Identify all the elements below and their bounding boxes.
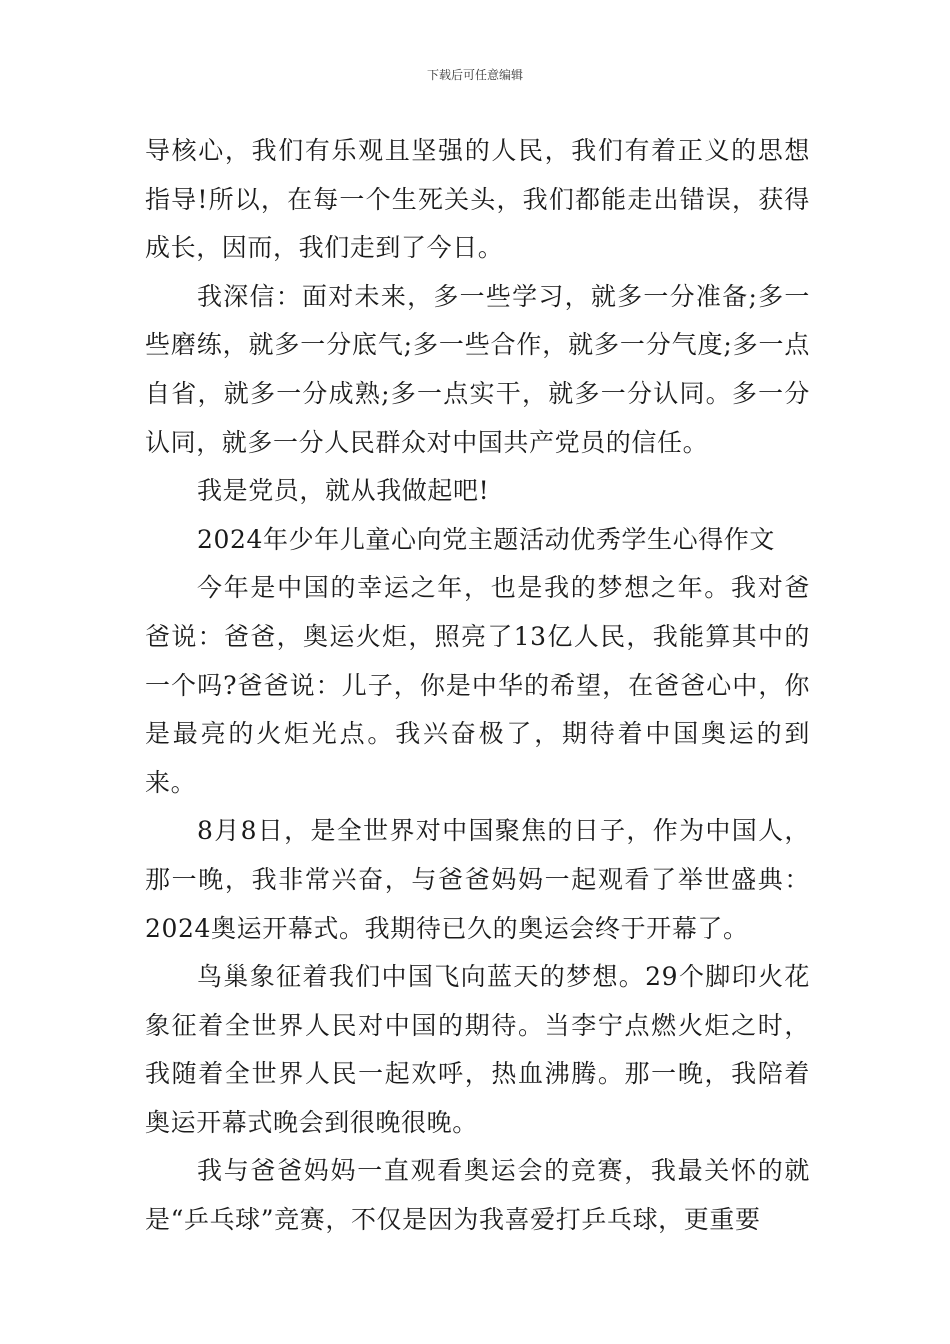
paragraph: 我深信：面对未来，多一些学习，就多一分准备;多一些磨练，就多一分底气;多一些合作，就多一分气度;多一点自省，就多一分成熟;多一点实干，就多一分认同。多一分认同，就多一分人民群众对中国共产党员的信任。 [145, 281, 810, 457]
paragraph: 导核心，我们有乐观且坚强的人民，我们有着正义的思想指导!所以，在每一个生死关头，我们都能走出错误，获得成长，因而，我们走到了今日。 [145, 136, 810, 263]
document-body [145, 127, 810, 1245]
essay-title: 2024年少年儿童心向党主题活动优秀学生心得作文 [197, 524, 776, 554]
paragraph: 我是党员，就从我做起吧! [197, 476, 490, 506]
paragraph: 8月8日，是全世界对中国聚焦的日子，作为中国人，那一晚，我非常兴奋，与爸爸妈妈一起观看了举世盛典：2024奥运开幕式。我期待已久的奥运会终于开幕了。 [145, 816, 810, 943]
paragraph: 我与爸爸妈妈一直观看奥运会的竞赛，我最关怀的就是“乒乓球”竞赛，不仅是因为我喜爱打乒乓球，更重要 [145, 1156, 810, 1235]
paragraph: 今年是中国的幸运之年，也是我的梦想之年。我对爸爸说：爸爸，奥运火炬，照亮了13亿人民，我能算其中的一个吗?爸爸说：儿子，你是中华的希望，在爸爸心中，你是最亮的火炬光点。我兴奋极了，期待着中国奥运的到来。 [145, 573, 810, 797]
page-header: 下载后可任意编辑 [426, 68, 523, 82]
paragraph: 鸟巢象征着我们中国飞向蓝天的梦想。29个脚印火花象征着全世界人民对中国的期待。当李宁点燃火炬之时，我随着全世界人民一起欢呼，热血沸腾。那一晚，我陪着奥运开幕式晚会到很晚很晚。 [145, 962, 810, 1137]
